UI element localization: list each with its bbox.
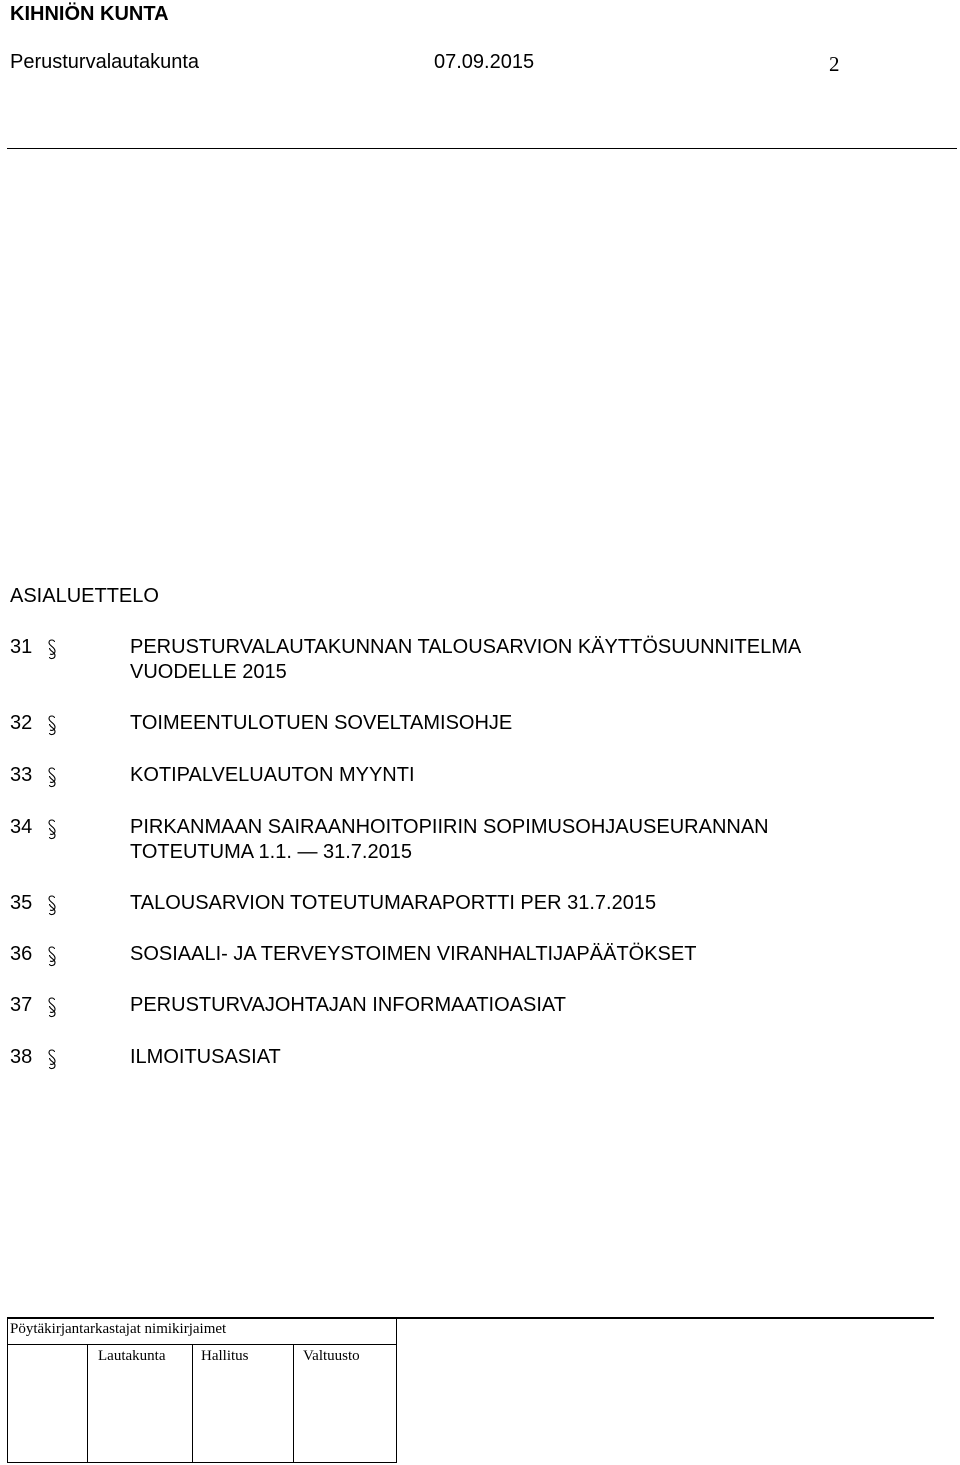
- item-number: 32: [10, 712, 33, 734]
- column-divider: [192, 1345, 193, 1462]
- item-title-continued: VUODELLE 2015: [130, 661, 287, 683]
- meeting-date: 07.09.2015: [434, 51, 535, 73]
- signature-table: [7, 1318, 397, 1463]
- item-title: KOTIPALVELUAUTON MYYNTI: [130, 764, 415, 786]
- item-number: 37: [10, 994, 33, 1016]
- item-title: SOSIAALI- JA TERVEYSTOIMEN VIRANHALTIJAPÄÄTÖKSET: [130, 943, 697, 965]
- agenda-item-34: [0, 816, 960, 863]
- agenda-title: ASIALUETTELO: [10, 585, 159, 607]
- signature-column-lautakunta: Lautakunta: [98, 1348, 166, 1364]
- section-sign-icon: [47, 714, 57, 740]
- agenda-item-32: [0, 712, 960, 736]
- page-number: 2: [829, 52, 840, 76]
- signature-table-header: [8, 1318, 396, 1345]
- item-number: 31: [10, 636, 33, 658]
- column-divider: [87, 1345, 88, 1462]
- item-number: 36: [10, 943, 33, 965]
- item-title-continued: TOTEUTUMA 1.1. — 31.7.2015: [130, 841, 412, 863]
- item-number: 34: [10, 816, 33, 838]
- section-sign-icon: [47, 766, 57, 792]
- item-title: TOIMEENTULOTUEN SOVELTAMISOHJE: [130, 712, 513, 734]
- section-sign-icon: [47, 638, 57, 664]
- signature-column-valtuusto: Valtuusto: [303, 1348, 360, 1364]
- agenda-item-33: [0, 764, 960, 788]
- organization-name: KIHNIÖN KUNTA: [10, 3, 169, 25]
- signature-column-hallitus: Hallitus: [201, 1348, 249, 1364]
- item-number: 35: [10, 892, 33, 914]
- agenda-item-36: [0, 943, 960, 967]
- agenda-item-38: [0, 1046, 960, 1070]
- item-title: PIRKANMAAN SAIRAANHOITOPIIRIN SOPIMUSOHJAUSEURANNAN: [130, 816, 769, 838]
- section-sign-icon: [47, 1048, 57, 1074]
- section-sign-icon: [47, 818, 57, 844]
- item-title: ILMOITUSASIAT: [130, 1046, 281, 1068]
- agenda-item-37: [0, 994, 960, 1018]
- committee-name: Perusturvalautakunta: [10, 51, 200, 73]
- item-title: PERUSTURVALAUTAKUNNAN TALOUSARVION KÄYTTÖSUUNNITELMA: [130, 636, 802, 658]
- item-title: TALOUSARVION TOTEUTUMARAPORTTI PER 31.7.2015: [130, 892, 657, 914]
- item-number: 33: [10, 764, 33, 786]
- column-divider: [293, 1345, 294, 1462]
- section-sign-icon: [47, 945, 57, 971]
- item-number: 38: [10, 1046, 33, 1068]
- agenda-item-31: [0, 636, 960, 683]
- signature-heading: Pöytäkirjantarkastajat nimikirjaimet: [10, 1321, 227, 1337]
- section-sign-icon: [47, 996, 57, 1022]
- agenda-item-35: [0, 892, 960, 916]
- header-divider: [7, 148, 957, 149]
- item-title: PERUSTURVAJOHTAJAN INFORMAATIOASIAT: [130, 994, 566, 1016]
- section-sign-icon: [47, 894, 57, 920]
